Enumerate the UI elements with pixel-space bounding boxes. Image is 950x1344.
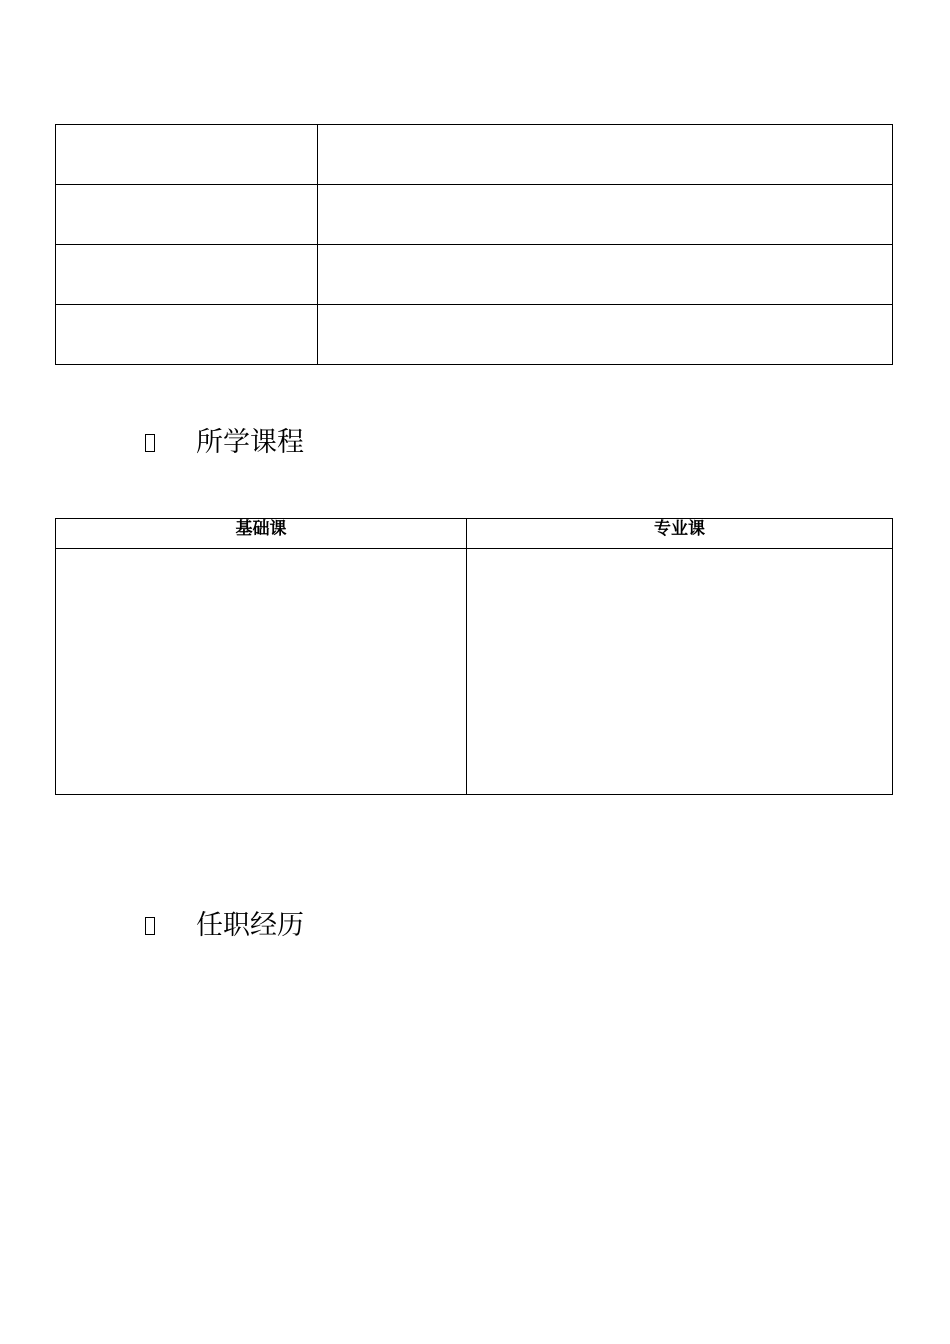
info-label-cell[interactable] xyxy=(56,185,318,245)
experience-section-title: 任职经历 xyxy=(196,910,304,941)
experience-section-heading xyxy=(145,908,304,944)
info-table xyxy=(55,124,893,365)
info-value-cell[interactable] xyxy=(318,185,893,245)
basic-courses-cell[interactable] xyxy=(56,549,467,795)
courses-section-title: 所学课程 xyxy=(196,427,304,458)
major-courses-cell[interactable] xyxy=(467,549,893,795)
square-bullet-icon xyxy=(145,434,155,452)
square-bullet-icon xyxy=(145,917,155,935)
info-value-cell[interactable] xyxy=(318,245,893,305)
course-table-header-row xyxy=(56,519,893,549)
major-courses-header: 专业课 xyxy=(467,519,893,549)
info-label-cell[interactable] xyxy=(56,305,318,365)
info-label-cell[interactable] xyxy=(56,125,318,185)
course-table xyxy=(55,518,893,795)
info-label-cell[interactable] xyxy=(56,245,318,305)
courses-section-heading xyxy=(145,425,304,461)
info-value-cell[interactable] xyxy=(318,305,893,365)
table-row xyxy=(56,185,893,245)
basic-courses-header: 基础课 xyxy=(56,519,467,549)
table-row xyxy=(56,245,893,305)
table-row xyxy=(56,125,893,185)
info-value-cell[interactable] xyxy=(318,125,893,185)
table-row xyxy=(56,549,893,795)
table-row xyxy=(56,305,893,365)
